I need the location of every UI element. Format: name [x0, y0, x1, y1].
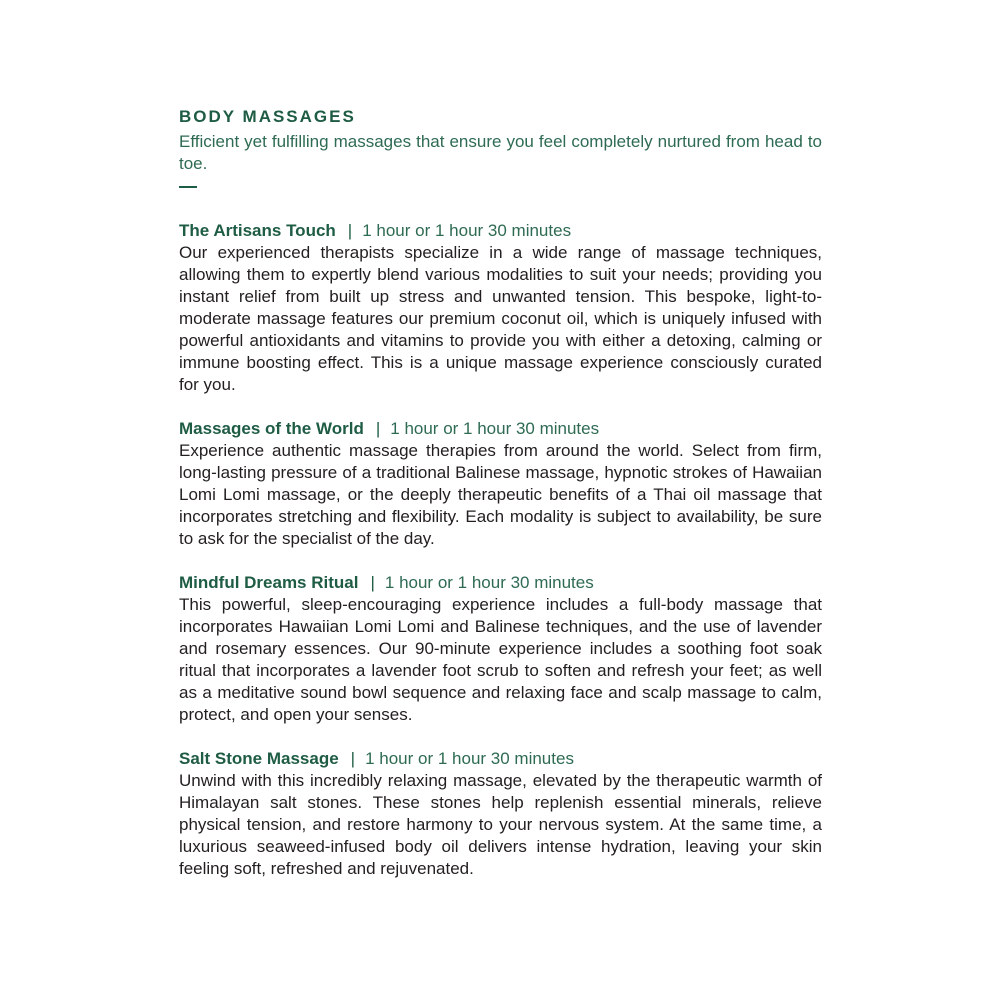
treatment-item: [179, 418, 822, 550]
section-title: BODY MASSAGES: [179, 107, 356, 126]
treatment-description: This powerful, sleep-encouraging experience includes a full-body massage that incorporates Hawaiian Lomi Lomi and Balinese techniques, and the use of lavender and rosemary essences. Our 90-minute experience includes a soothing foot soak ritual that incorporates a lavender foot scrub to soften and refresh your feet; as well as a meditative sound bowl sequence and relaxing face and scalp massage to calm, protect, and open your senses.: [179, 595, 822, 724]
treatment-item: [179, 748, 822, 880]
body-massages-section: [179, 106, 822, 880]
treatment-heading: [179, 220, 822, 242]
treatment-description: Unwind with this incredibly relaxing massage, elevated by the therapeutic warmth of Himalayan salt stones. These stones help replenish essential minerals, relieve physical tension, and restore harmony to your nervous system. At the same time, a luxurious seaweed-infused body oil delivers intense hydration, leaving your skin feeling soft, refreshed and rejuvenated.: [179, 771, 822, 878]
section-divider: [179, 186, 197, 188]
treatment-description: Experience authentic massage therapies from around the world. Select from firm, long-lasting pressure of a traditional Balinese massage, hypnotic strokes of Hawaiian Lomi Lomi massage, or the deeply therapeutic benefits of a Thai oil massage that incorporates stretching and flexibility. Each modality is subject to availability, be sure to ask for the specialist of the day.: [179, 441, 822, 548]
treatment-duration: 1 hour or 1 hour 30 minutes: [365, 749, 574, 768]
treatment-separator: |: [370, 573, 375, 592]
treatment-separator: |: [350, 749, 356, 768]
treatment-name: Salt Stone Massage: [179, 749, 339, 768]
treatment-duration: 1 hour or 1 hour 30 minutes: [390, 419, 600, 438]
treatment-name: The Artisans Touch: [179, 221, 336, 240]
treatment-item: [179, 220, 822, 396]
treatment-heading: [179, 572, 822, 594]
treatment-item: [179, 572, 822, 726]
treatment-duration: 1 hour or 1 hour 30 minutes: [384, 573, 594, 592]
treatment-heading: [179, 418, 822, 440]
treatment-separator: |: [347, 221, 353, 240]
section-intro: Efficient yet fulfilling massages that ensure you feel completely nurtured from head to toe.: [179, 132, 822, 173]
treatment-separator: |: [375, 419, 381, 438]
treatment-name: Massages of the World: [179, 419, 364, 438]
treatment-description: Our experienced therapists specialize in a wide range of massage techniques, allowing them to expertly blend various modalities to suit your needs; providing you instant relief from built up stress and unwanted tension. This bespoke, light-to-moderate massage features our premium coconut oil, which is uniquely infused with powerful antioxidants and vitamins to provide you with either a detoxing, calming or immune boosting effect. This is a unique massage experience consciously curated for you.: [179, 243, 822, 394]
treatment-name: Mindful Dreams Ritual: [179, 573, 359, 592]
treatment-duration: 1 hour or 1 hour 30 minutes: [362, 221, 572, 240]
treatment-heading: [179, 748, 822, 770]
